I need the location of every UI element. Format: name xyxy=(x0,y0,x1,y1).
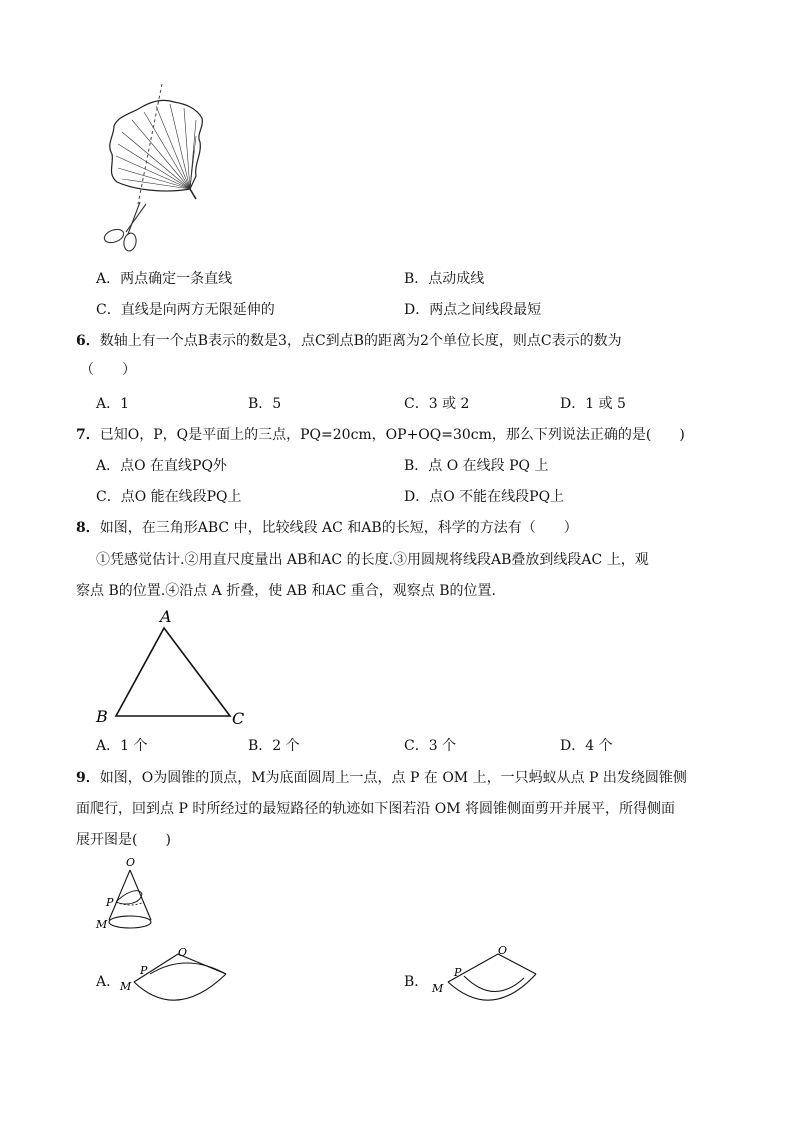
q9-option-b-figure xyxy=(428,944,548,1014)
q8-option-d: D．4 个 xyxy=(560,738,613,754)
cone-label-p: P xyxy=(106,896,114,909)
q6-number: 6． xyxy=(76,333,100,349)
triangle-abc xyxy=(116,628,230,716)
triangle-label-b: B xyxy=(96,707,108,726)
q5-option-c: C．直线是向两方无限延伸的 xyxy=(96,302,275,318)
triangle-abc-figure xyxy=(90,606,250,730)
q5-option-b: B．点动成线 xyxy=(404,271,485,287)
q8-option-a: A．1 个 xyxy=(96,738,148,754)
option-b-label-m: M xyxy=(432,982,444,995)
q5-option-a: A．两点确定一条直线 xyxy=(96,271,233,287)
q8-methods-line2: 察点 B的位置.④沿点 A 折叠，使 AB 和AC 重合，观察点 B的位置. xyxy=(76,583,496,599)
q6-stem-line1 xyxy=(76,331,622,351)
option-b-label-o: O xyxy=(498,944,508,957)
q7-option-a: A．点O 在直线PQ外 xyxy=(96,458,227,474)
q9-stem-text: 如图，O为圆锥的顶点，M为底面圆周上一点，点 P 在 OM 上，一只蚂蚁从点 P 出发绕圆锥侧 xyxy=(99,770,687,786)
q8-stem-text: 如图，在三角形ABC 中，比较线段 AC 和AB的长短，科学的方法有（ ） xyxy=(99,520,578,536)
triangle-label-c: C xyxy=(232,709,245,728)
q7-stem-text: 已知O，P，Q是平面上的三点，PQ=20cm，OP+OQ=30cm，那么下列说法正确的是( ) xyxy=(99,427,685,443)
q6-option-c: C．3 或 2 xyxy=(404,396,470,412)
option-b-label-p: P xyxy=(454,966,462,979)
q9-option-a-label: A． xyxy=(96,974,121,990)
q6-option-d: D．1 或 5 xyxy=(560,396,626,412)
option-a-label-o: O xyxy=(178,946,188,959)
option-a-label-p: P xyxy=(140,964,148,977)
q7-option-d: D．点O 不能在线段PQ上 xyxy=(404,489,565,505)
cone-label-o: O xyxy=(126,856,136,869)
q8-methods-line1: ①凭感觉估计.②用直尺度量出 AB和AC 的长度.③用圆规将线段AB叠放到线段AC 上，观 xyxy=(96,552,649,568)
q8-option-b: B．2 个 xyxy=(248,738,300,754)
option-a-label-m: M xyxy=(120,980,132,993)
q7-stem xyxy=(76,425,685,445)
triangle-label-a: A xyxy=(160,607,172,626)
q8-stem xyxy=(76,518,578,538)
q7-option-b: B．点 O 在线段 PQ 上 xyxy=(404,458,549,474)
ginkgo-leaf-scissors-figure xyxy=(92,84,212,254)
q9-number: 9． xyxy=(76,770,100,786)
q9-stem-line2: 面爬行，回到点 P 时所经过的最短路径的轨迹如下图若沿 OM 将圆锥侧面剪开并展平，所得侧面 xyxy=(76,801,676,817)
cone-label-m: M xyxy=(96,918,108,931)
q9-option-b-label: B． xyxy=(404,974,429,990)
q6-option-b: B．5 xyxy=(248,396,282,412)
q7-option-c: C．点O 能在线段PQ上 xyxy=(96,489,242,505)
q9-option-a-figure xyxy=(116,944,236,1014)
cone-figure xyxy=(96,854,166,936)
q9-stem-line1 xyxy=(76,768,687,788)
q8-option-c: C．3 个 xyxy=(404,738,457,754)
q7-number: 7． xyxy=(76,427,100,443)
q6-stem-text: 数轴上有一个点B表示的数是3，点C到点B的距离为2个单位长度，则点C表示的数为 xyxy=(99,333,622,349)
q6-stem-line2: （ ） xyxy=(80,362,136,378)
q6-option-a: A．1 xyxy=(96,396,130,412)
q5-option-d: D．两点之间线段最短 xyxy=(404,302,542,318)
q9-stem-line3: 展开图是( ) xyxy=(76,832,171,848)
q8-number: 8． xyxy=(76,520,100,536)
